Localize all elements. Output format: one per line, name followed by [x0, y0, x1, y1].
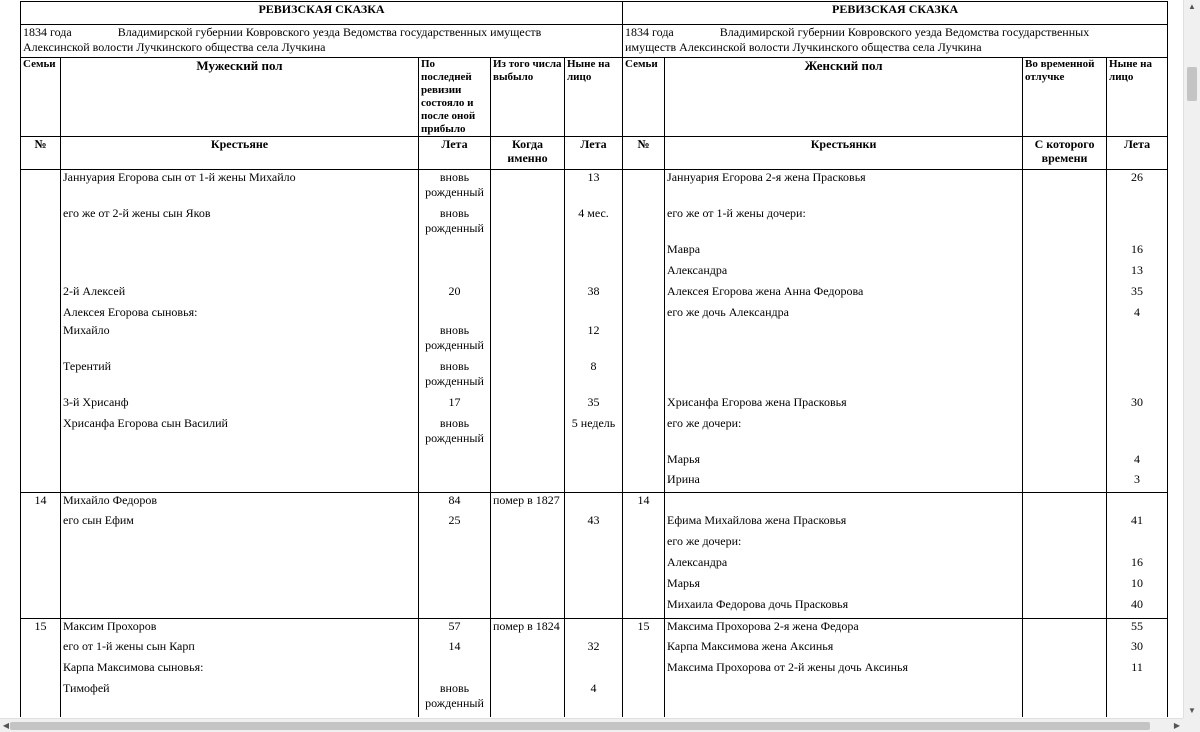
female-name: Михаила Федорова дочь Прасковья — [665, 597, 1023, 619]
male-revision: вновь рожденный — [419, 681, 491, 717]
male-revision: вновь рожденный — [419, 323, 491, 359]
family-number-f: 14 — [623, 493, 665, 514]
female-name: Марья — [665, 452, 1023, 472]
col-families-f: Семьи — [623, 58, 665, 137]
female-name: Jаннуария Егорова 2-я жена Прасковья — [665, 170, 1023, 207]
male-revision: 25 — [419, 513, 491, 534]
male-revision: вновь рожденный — [419, 416, 491, 452]
male-now: 4 — [565, 681, 623, 717]
male-name: его сын Ефим — [61, 513, 419, 534]
female-name: Ирина — [665, 472, 1023, 493]
table-row — [21, 493, 1168, 514]
male-now: 8 — [565, 359, 623, 395]
scroll-down-icon[interactable]: ▼ — [1188, 706, 1196, 715]
table-row — [21, 555, 1168, 576]
table-row — [21, 395, 1168, 416]
left-desc-line1: Владимирской губернии Ковровского уезда Ведомства государственных имуществ — [117, 25, 542, 39]
table-row — [21, 284, 1168, 305]
table-row — [21, 681, 1168, 717]
male-now: 32 — [565, 639, 623, 660]
female-now: 30 — [1107, 395, 1168, 416]
table-row — [21, 472, 1168, 493]
female-now: 11 — [1107, 660, 1168, 681]
male-name: его же от 2-й жены сын Яков — [61, 206, 419, 242]
scroll-up-icon[interactable]: ▲ — [1188, 2, 1196, 11]
male-revision: вновь рожденный — [419, 170, 491, 207]
male-revision: 57 — [419, 619, 491, 640]
scrollbar-corner — [1183, 718, 1200, 732]
table-row — [21, 242, 1168, 263]
table-row — [21, 206, 1168, 242]
table-row — [21, 597, 1168, 619]
male-now: 4 мес. — [565, 206, 623, 242]
male-revision: вновь рожденный — [419, 206, 491, 242]
male-name: 3-й Хрисанф — [61, 395, 419, 416]
female-name: Марья — [665, 576, 1023, 597]
male-name: Jаннуария Егорова сын от 1-й жены Михайло — [61, 170, 419, 207]
male-name: Максим Прохоров — [61, 619, 419, 640]
female-now: 10 — [1107, 576, 1168, 597]
col-now-female: Ныне на лицо — [1107, 58, 1168, 137]
female-now: 16 — [1107, 242, 1168, 263]
male-name: Карпа Максимова сыновья: — [61, 660, 419, 681]
male-now: 43 — [565, 513, 623, 534]
horizontal-scrollbar[interactable] — [0, 718, 1183, 732]
female-now: 55 — [1107, 619, 1168, 640]
col-years-f: Лета — [1107, 137, 1168, 170]
table-row — [21, 323, 1168, 359]
table-row — [21, 639, 1168, 660]
female-name: Максима Прохорова 2-я жена Федора — [665, 619, 1023, 640]
female-now: 26 — [1107, 170, 1168, 207]
col-temp-absence: Во временной отлучке — [1023, 58, 1107, 137]
vertical-scroll-thumb[interactable] — [1187, 67, 1197, 101]
col-num-f: № — [623, 137, 665, 170]
table-row — [21, 416, 1168, 452]
male-revision: 84 — [419, 493, 491, 514]
col-num: № — [21, 137, 61, 170]
left-desc-line2: Алексинской волости Лучкинского общества села Лучкина — [23, 40, 326, 54]
left-subtitle — [21, 25, 623, 58]
male-now: 5 недель — [565, 416, 623, 452]
vertical-scrollbar[interactable] — [1183, 0, 1200, 718]
right-desc-line2: имуществ Алексинской волости Лучкинского общества села Лучкина — [625, 40, 982, 54]
revision-tale-table — [20, 1, 1168, 717]
female-name: его же от 1-й жены дочери: — [665, 206, 1023, 242]
scroll-right-icon[interactable]: ▶ — [1173, 721, 1181, 730]
scroll-left-icon[interactable]: ◀ — [2, 721, 10, 730]
male-now: 38 — [565, 284, 623, 305]
female-name: Александра — [665, 555, 1023, 576]
table-row — [21, 619, 1168, 640]
table-row — [21, 305, 1168, 323]
male-name: Михайло Федоров — [61, 493, 419, 514]
table-row — [21, 576, 1168, 597]
female-name: Александра — [665, 263, 1023, 284]
right-title: РЕВИЗСКАЯ СКАЗКА — [623, 2, 1168, 25]
col-peasants-f: Крестьянки — [665, 137, 1023, 170]
male-now: 13 — [565, 170, 623, 207]
col-years: Лета — [419, 137, 491, 170]
col-last-revision: По последней ревизии состояло и после оной прибыло — [419, 58, 491, 137]
male-name: 2-й Алексей — [61, 284, 419, 305]
table-row — [21, 513, 1168, 534]
table-row — [21, 359, 1168, 395]
col-since: С которого времени — [1023, 137, 1107, 170]
table-row — [21, 534, 1168, 555]
col-male: Мужеский пол — [61, 58, 419, 137]
family-number: 15 — [21, 619, 61, 640]
col-years-now: Лета — [565, 137, 623, 170]
male-name: Терентий — [61, 359, 419, 395]
female-now: 3 — [1107, 472, 1168, 493]
male-now: 35 — [565, 395, 623, 416]
female-name: его же дочери: — [665, 416, 1023, 452]
table-row — [21, 263, 1168, 284]
female-name: его же дочь Александра — [665, 305, 1023, 323]
col-female: Женский пол — [665, 58, 1023, 137]
family-number-f: 15 — [623, 619, 665, 640]
male-name: Хрисанфа Егорова сын Василий — [61, 416, 419, 452]
female-name: Ефима Михайлова жена Прасковья — [665, 513, 1023, 534]
right-subtitle — [623, 25, 1168, 58]
female-name: Максима Прохорова от 2-й жены дочь Аксинья — [665, 660, 1023, 681]
female-now: 30 — [1107, 639, 1168, 660]
male-name: Алексея Егорова сыновья: — [61, 305, 419, 323]
male-now: 12 — [565, 323, 623, 359]
female-name: его же дочери: — [665, 534, 1023, 555]
left-title: РЕВИЗСКАЯ СКАЗКА — [21, 2, 623, 25]
male-revision: вновь рожденный — [419, 359, 491, 395]
female-name: Карпа Максимова жена Аксинья — [665, 639, 1023, 660]
horizontal-scroll-thumb[interactable] — [10, 722, 1150, 730]
female-now: 4 — [1107, 452, 1168, 472]
male-name: Михайло — [61, 323, 419, 359]
female-now: 16 — [1107, 555, 1168, 576]
female-now: 13 — [1107, 263, 1168, 284]
female-name: Мавра — [665, 242, 1023, 263]
female-now: 35 — [1107, 284, 1168, 305]
family-number: 14 — [21, 493, 61, 514]
male-revision: 20 — [419, 284, 491, 305]
male-revision: 14 — [419, 639, 491, 660]
female-now: 41 — [1107, 513, 1168, 534]
male-dropped: помер в 1824 — [491, 619, 565, 640]
col-dropped: Из того числа выбыло — [491, 58, 565, 137]
male-revision: 17 — [419, 395, 491, 416]
col-now-male: Ныне на лицо — [565, 58, 623, 137]
female-now: 40 — [1107, 597, 1168, 619]
table-row — [21, 170, 1168, 207]
male-dropped: помер в 1827 — [491, 493, 565, 514]
right-desc-line1: Владимирской губернии Ковровского уезда Ведомства государственных — [719, 25, 1090, 39]
col-when: Когда именно — [491, 137, 565, 170]
female-name: Хрисанфа Егорова жена Прасковья — [665, 395, 1023, 416]
right-year: 1834 года — [625, 25, 674, 39]
col-peasants-m: Крестьяне — [61, 137, 419, 170]
table-row — [21, 452, 1168, 472]
female-now: 4 — [1107, 305, 1168, 323]
left-year: 1834 года — [23, 25, 72, 39]
col-families: Семьи — [21, 58, 61, 137]
male-name: Тимофей — [61, 681, 419, 717]
female-name: Алексея Егорова жена Анна Федорова — [665, 284, 1023, 305]
table-row — [21, 660, 1168, 681]
male-name: его от 1-й жены сын Карп — [61, 639, 419, 660]
